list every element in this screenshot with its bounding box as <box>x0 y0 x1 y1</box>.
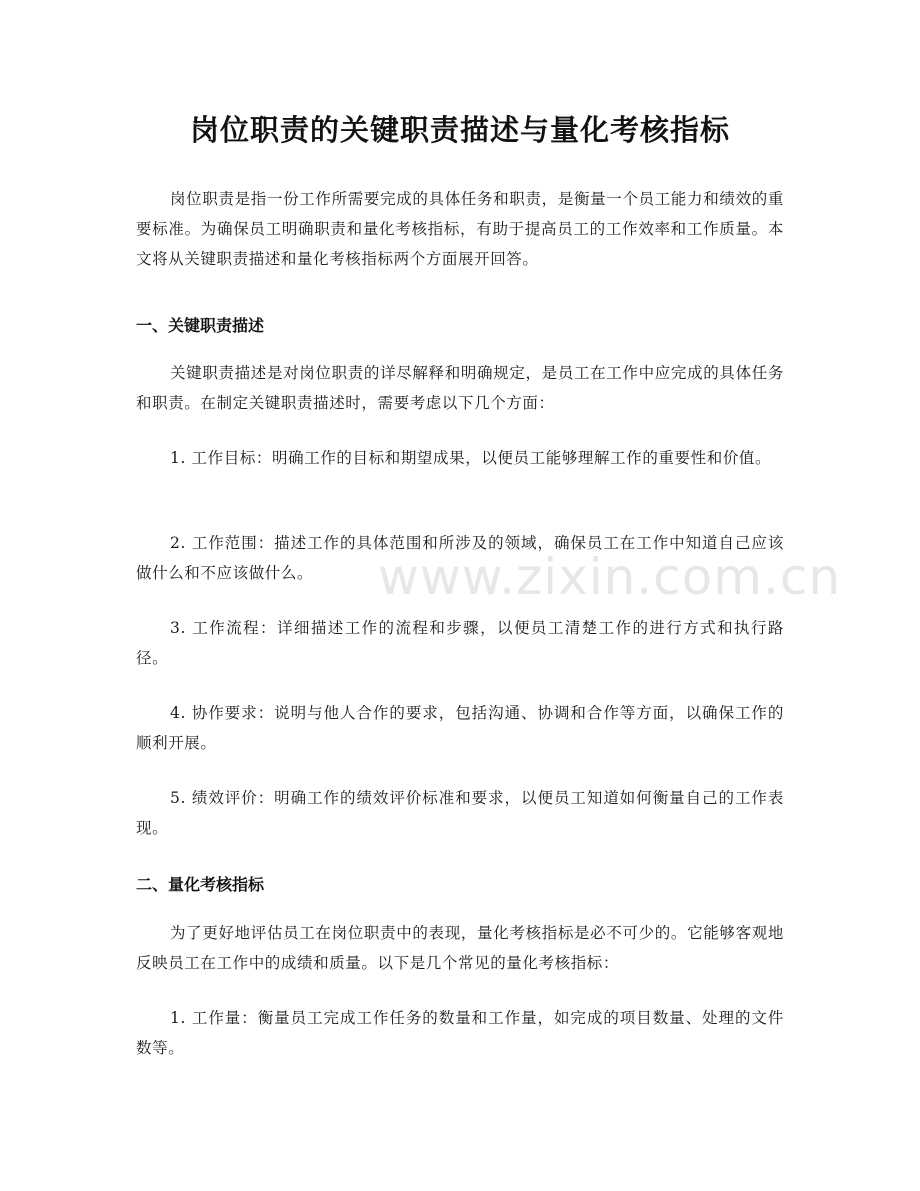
section-1-item-1: 1. 工作目标：明确工作的目标和期望成果，以便员工能够理解工作的重要性和价值。 <box>170 449 772 467</box>
intro-paragraph: 岗位职责是指一份工作所需要完成的具体任务和职责，是衡量一个员工能力和绩效的重要标准。为确保员工明确职责和量化考核指标，有助于提高员工的工作效率和工作质量。本文将从关键职责描述和量化考核指标两个方面展开回答。 <box>136 190 784 268</box>
document-title: 岗位职责的关键职责描述与量化考核指标 <box>189 113 730 147</box>
section-1-item-3: 3. 工作流程：详细描述工作的流程和步骤，以便员工清楚工作的进行方式和执行路径。 <box>136 619 784 667</box>
section-2-lead-paragraph: 为了更好地评估员工在岗位职责中的表现，量化考核指标是必不可少的。它能够客观地反映员工在工作中的成绩和质量。以下是几个常见的量化考核指标： <box>136 924 784 972</box>
section-1-heading: 一、关键职责描述 <box>136 316 265 335</box>
section-2-heading: 二、量化考核指标 <box>136 875 265 894</box>
section-1-lead-paragraph: 关键职责描述是对岗位职责的详尽解释和明确规定，是员工在工作中应完成的具体任务和职责。在制定关键职责描述时，需要考虑以下几个方面： <box>136 364 784 412</box>
watermark: www.zixin.com.cn <box>378 548 842 606</box>
section-1-item-4: 4. 协作要求：说明与他人合作的要求，包括沟通、协调和合作等方面，以确保工作的顺利开展。 <box>136 704 784 752</box>
section-1-item-2: 2. 工作范围：描述工作的具体范围和所涉及的领域，确保员工在工作中知道自己应该做什么和不应该做什么。 <box>136 534 784 582</box>
section-2-item-1: 1. 工作量：衡量员工完成工作任务的数量和工作量，如完成的项目数量、处理的文件数等。 <box>136 1009 784 1057</box>
section-1-item-5: 5. 绩效评价：明确工作的绩效评价标准和要求，以便员工知道如何衡量自己的工作表现。 <box>136 789 784 837</box>
